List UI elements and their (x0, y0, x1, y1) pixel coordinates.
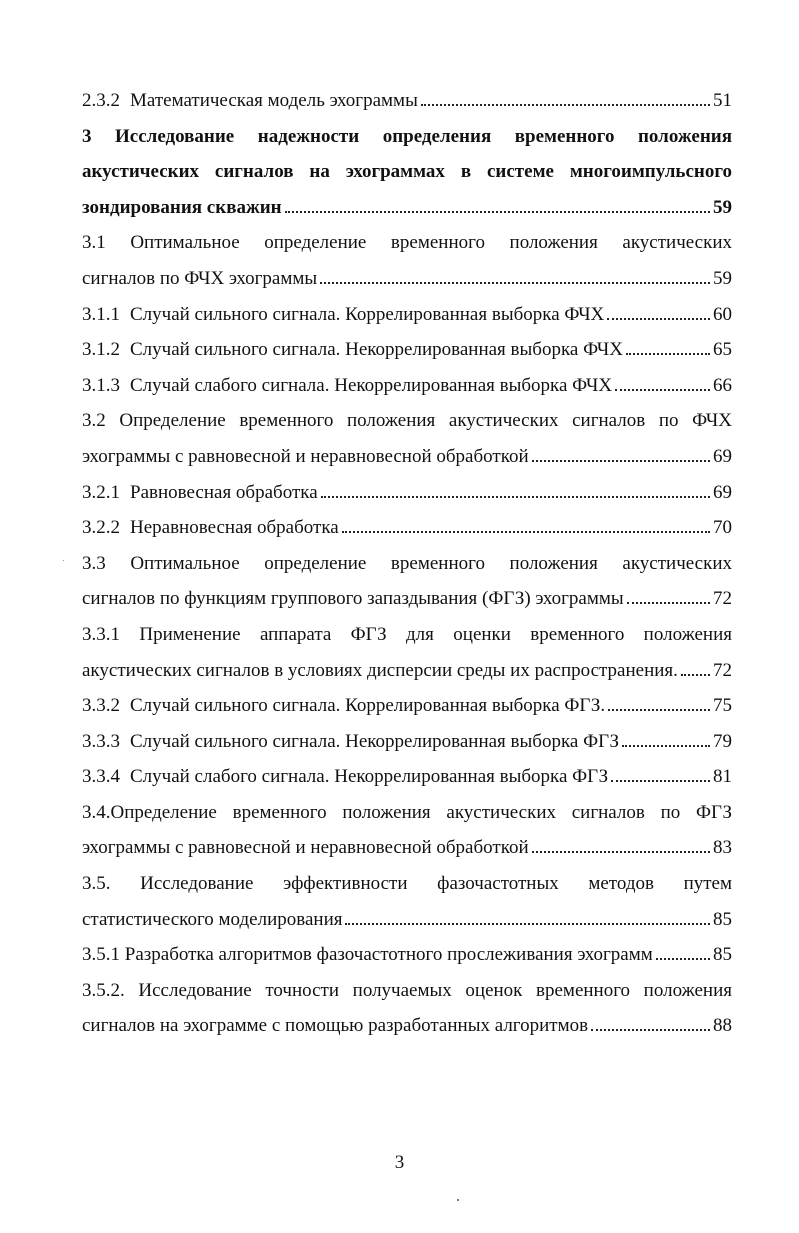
toc-entry-3-2[interactable] (82, 403, 732, 474)
scan-speck (63, 560, 64, 561)
toc-entry-title: 3.3 Оптимальное определение временного положения акустических (82, 552, 732, 574)
dot-leader (622, 745, 710, 747)
toc-entry-page: 59 (713, 267, 732, 289)
toc-entry-number: 3.2.2 (82, 517, 120, 539)
page-number: 3 (394, 1152, 405, 1173)
toc-entry-page: 69 (713, 481, 732, 503)
toc-entry-3-3-3[interactable] (82, 724, 732, 760)
toc-entry-number: 3.3.4 (82, 766, 120, 788)
toc-entry-3-3-2[interactable] (82, 688, 732, 724)
toc-entry-title: 3.4.Определение временного положения акустических сигналов по ФГЗ (82, 801, 732, 823)
table-of-contents (82, 83, 732, 1044)
toc-entry-page: 81 (713, 766, 732, 788)
toc-entry-title: 3.5.1 Разработка алгоритмов фазочастотного прослеживания эхограмм (82, 944, 653, 966)
toc-entry-number: 3.2.1 (82, 481, 120, 503)
toc-entry-number: 3.3.2 (82, 695, 120, 717)
toc-entry-number: 3.3.3 (82, 730, 120, 752)
dot-leader (615, 389, 710, 391)
toc-entry-3-5[interactable] (82, 866, 732, 937)
toc-entry-page: 69 (713, 445, 732, 467)
toc-entry-title: 3.2 Определение временного положения акустических сигналов по ФЧХ (82, 410, 732, 432)
toc-entry-3-4[interactable] (82, 795, 732, 866)
toc-entry-page: 60 (713, 303, 732, 325)
toc-entry-title: 3.1 Оптимальное определение временного положения акустических (82, 232, 732, 254)
dot-leader (611, 780, 710, 782)
toc-entry-3-2-1[interactable] (82, 475, 732, 511)
toc-entry-3-3[interactable] (82, 546, 732, 617)
toc-entry-3-3-4[interactable] (82, 759, 732, 795)
toc-entry-title: 3.3.1 Применение аппарата ФГЗ для оценки временного положения (82, 623, 732, 645)
toc-entry-page: 70 (713, 517, 732, 539)
toc-entry-title: Случай сильного сигнала. Некоррелированная выборка ФЧХ (130, 339, 623, 361)
toc-entry-title-cont: сигналов по функциям группового запаздывания (ФГЗ) эхограммы (82, 588, 624, 610)
toc-entry-title-cont: сигналов на эхограмме с помощью разработанных алгоритмов (82, 1015, 589, 1037)
dot-leader (681, 674, 710, 676)
toc-entry-number: 3.1.3 (82, 374, 120, 396)
toc-entry-3-2-2[interactable] (82, 510, 732, 546)
toc-entry-3-1-2[interactable] (82, 332, 732, 368)
toc-entry-title: 3.5.2. Исследование точности получаемых оценок временного положения (82, 979, 732, 1001)
toc-entry-title: Случай слабого сигнала. Некоррелированная выборка ФЧХ (130, 374, 613, 396)
dot-leader (342, 531, 710, 533)
dot-leader (285, 211, 710, 213)
toc-entry-page: 85 (713, 908, 732, 930)
toc-entry-title-cont: зондирования скважин (82, 196, 282, 218)
dot-leader (320, 282, 710, 284)
toc-entry-page: 72 (713, 588, 732, 610)
toc-entry-title: Неравновесная обработка (130, 517, 339, 539)
dot-leader (345, 923, 710, 925)
toc-entry-page: 88 (713, 1015, 732, 1037)
toc-entry-page: 75 (713, 695, 732, 717)
toc-entry-page: 72 (713, 659, 732, 681)
toc-entry-title: Случай слабого сигнала. Некоррелированная выборка ФГЗ (130, 766, 609, 788)
toc-entry-page: 66 (713, 374, 732, 396)
toc-entry-title-cont: статистического моделирования (82, 908, 343, 930)
toc-entry-page: 59 (713, 196, 732, 218)
toc-entry-3-1-3[interactable] (82, 368, 732, 404)
dot-leader (591, 1029, 710, 1031)
toc-entry-number: 3.1.1 (82, 303, 120, 325)
toc-entry-title: Математическая модель эхограммы (130, 90, 418, 111)
dot-leader (532, 851, 710, 853)
dot-leader (607, 318, 710, 320)
toc-entry-page: 65 (713, 339, 732, 361)
toc-entry-page: 83 (713, 837, 732, 859)
toc-entry-title-cont: акустических сигналов в условиях дисперсии среды их распространения. (82, 659, 678, 681)
dot-leader (608, 709, 710, 711)
dot-leader (532, 460, 710, 462)
toc-entry-title-cont: эхограммы с равновесной и неравновесной обработкой (82, 445, 529, 467)
toc-entry-number: 3.1.2 (82, 339, 120, 361)
dot-leader (656, 958, 710, 960)
toc-entry-3-3-1[interactable] (82, 617, 732, 688)
dot-leader (627, 602, 710, 604)
toc-entry-page: 79 (713, 730, 732, 752)
toc-entry-3-5-1[interactable] (82, 937, 732, 973)
toc-entry-title: Равновесная обработка (130, 481, 318, 503)
toc-entry-3-1[interactable] (82, 225, 732, 296)
toc-entry-3-5-2[interactable] (82, 973, 732, 1044)
toc-entry-2-3-2[interactable] (82, 83, 732, 119)
toc-entry-3-1-1[interactable] (82, 297, 732, 333)
toc-entry-title: Случай сильного сигнала. Некоррелированная выборка ФГЗ (130, 730, 620, 752)
toc-entry-title-cont: сигналов по ФЧХ эхограммы (82, 267, 318, 289)
toc-entry-page: 51 (713, 90, 732, 111)
toc-entry-page: 85 (713, 944, 732, 966)
toc-entry-3[interactable] (82, 119, 732, 226)
dot-leader (321, 496, 710, 498)
toc-entry-number: 2.3.2 (82, 90, 120, 111)
toc-entry-title: Случай сильного сигнала. Коррелированная выборка ФГЗ. (130, 695, 606, 717)
dot-leader (626, 353, 710, 355)
toc-entry-title-cont: эхограммы с равновесной и неравновесной обработкой (82, 837, 529, 859)
scan-speck (457, 1199, 459, 1201)
toc-entry-title: 3 Исследование надежности определения временного положения акустических сигналов на эхограммах в системе многоимпульсного (82, 125, 732, 183)
dot-leader (421, 104, 710, 106)
toc-entry-title: 3.5. Исследование эффективности фазочастотных методов путем (82, 873, 732, 895)
toc-entry-title: Случай сильного сигнала. Коррелированная выборка ФЧХ (130, 303, 605, 325)
